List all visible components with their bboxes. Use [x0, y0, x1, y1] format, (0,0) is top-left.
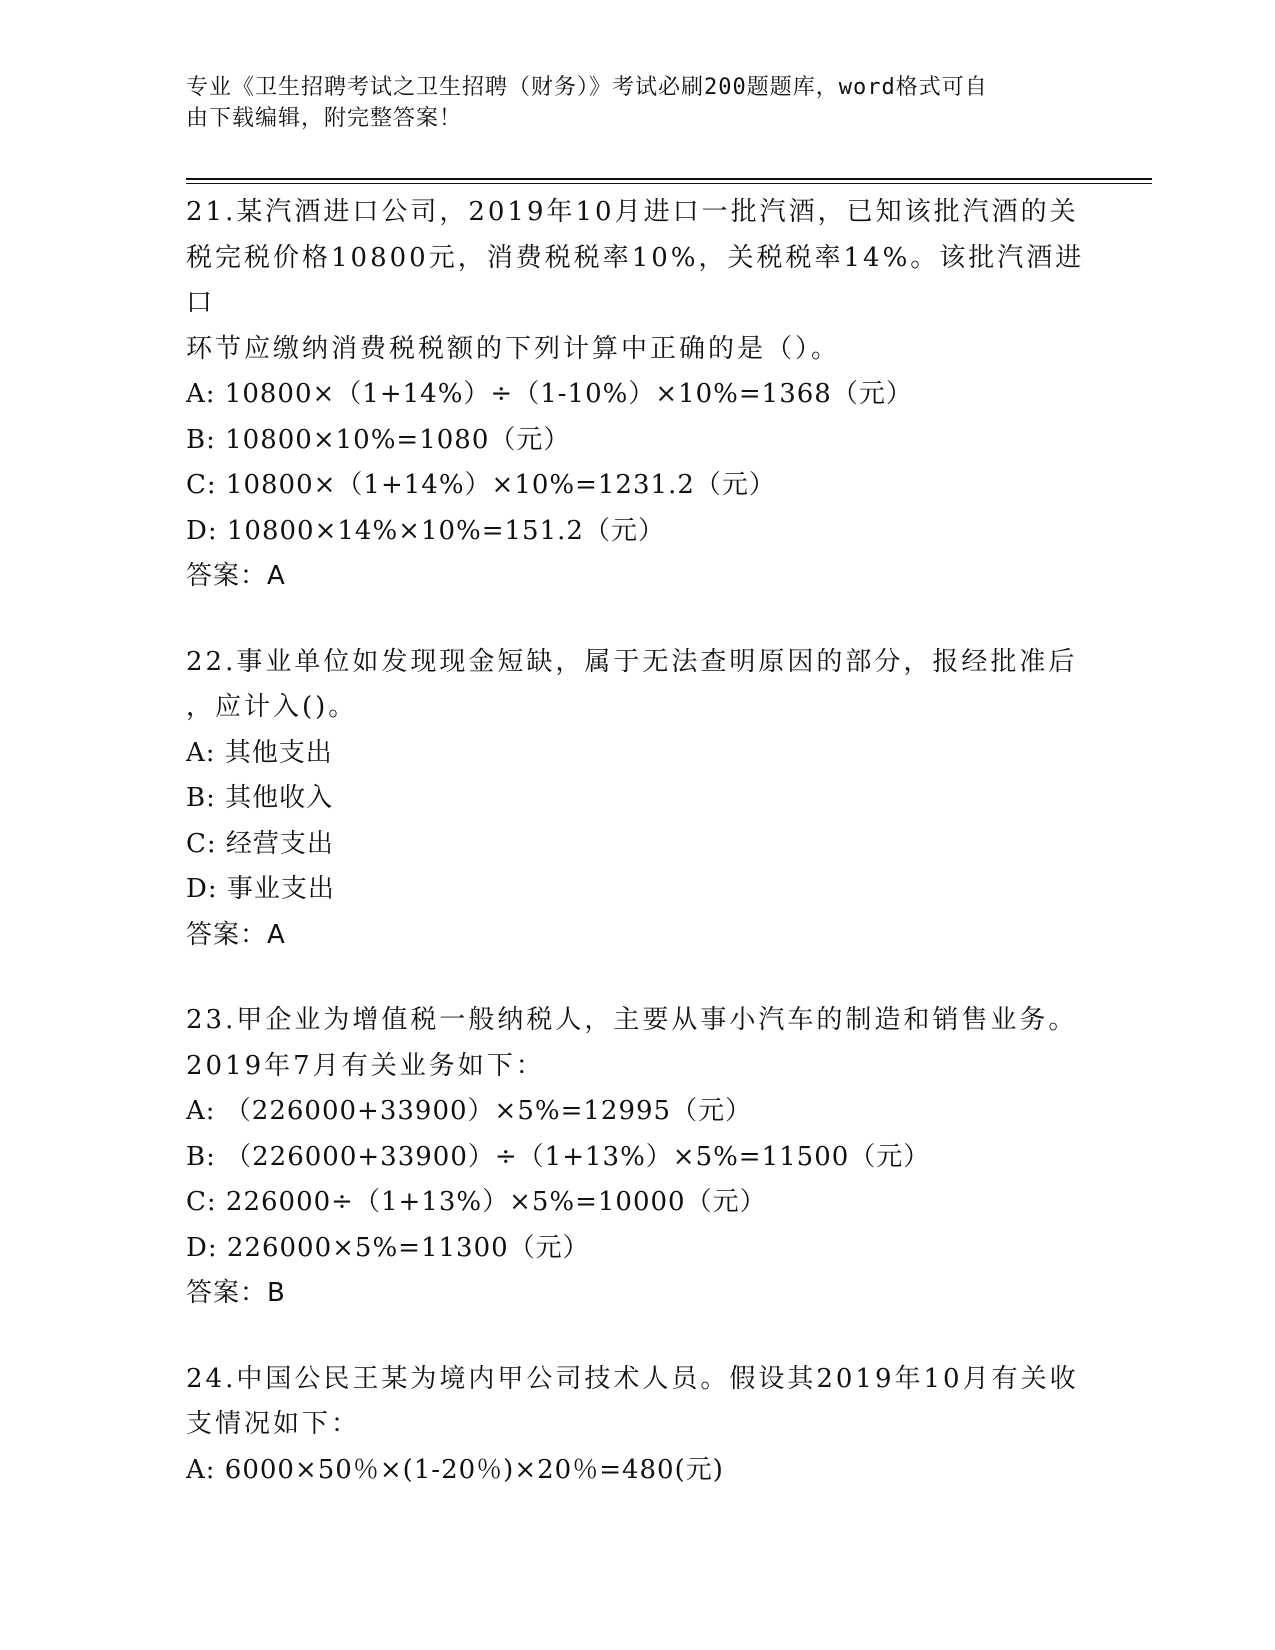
option-c: C: 10800×（1+14%）×10%=1231.2（元） — [186, 470, 776, 500]
option-b: B: 其他收入 — [186, 783, 334, 813]
option-a: A: （226000+33900）×5%=12995（元） — [186, 1096, 753, 1126]
option-a: A: 10800×（1+14%）÷（1-10%）×10%=1368（元） — [186, 379, 913, 409]
question-21 — [186, 190, 1086, 600]
question-22 — [186, 640, 1086, 959]
option-a: A: 6000×50％×(1-20％)×20％=480(元) — [186, 1454, 724, 1485]
document-header — [186, 72, 1066, 134]
question-text-line: 22.事业单位如发现现金短缺，属于无法查明原因的部分，报经批准后 — [186, 646, 1078, 677]
header-line-2: 由下载编辑，附完整答案！ — [186, 106, 463, 131]
option-b: B: （226000+33900）÷（1+13%）×5%=11500（元） — [186, 1141, 931, 1172]
question-text-line: 23.甲企业为增值税一般纳税人，主要从事小汽车的制造和销售业务。 — [186, 1005, 1078, 1035]
question-text-line: 24.中国公民王某为境内甲公司技术人员。假设其2019年10月有关收 — [186, 1363, 1079, 1394]
header-line-1: 专业《卫生招聘考试之卫生招聘（财务）》考试必刷200题题库，word格式可自 — [186, 75, 988, 100]
answer-line: 答案：A — [186, 561, 286, 591]
question-24 — [186, 1357, 1086, 1494]
question-text-line: 21.某汽酒进口公司，2019年10月进口一批汽酒，已知该批汽酒的关 — [186, 197, 1079, 227]
answer-line: 答案：B — [186, 1278, 286, 1308]
question-text-line: 2019年7月有关业务如下： — [186, 1050, 545, 1081]
question-text-line: 支情况如下： — [186, 1409, 361, 1439]
question-text-line: 环节应缴纳消费税税额的下列计算中正确的是（）。 — [186, 333, 841, 364]
header-divider — [186, 178, 1152, 184]
question-23 — [186, 998, 1086, 1317]
option-d: D: 10800×14%×10%=151.2（元） — [186, 515, 665, 546]
option-c: C: 经营支出 — [186, 828, 334, 859]
answer-line: 答案：A — [186, 919, 286, 950]
question-text-line: 税完税价格10800元，消费税税率10%，关税税率14%。该批汽酒进口 — [186, 242, 1085, 318]
option-d: D: 226000×5%=11300（元） — [186, 1232, 590, 1263]
question-text-line: ，应计入()。 — [186, 692, 358, 722]
option-a: A: 其他支出 — [186, 737, 333, 768]
option-c: C: 226000÷（1+13%）×5%=10000（元） — [186, 1187, 767, 1217]
question-list — [186, 190, 1086, 1533]
option-d: D: 事业支出 — [186, 874, 335, 904]
option-b: B: 10800×10%=1080（元） — [186, 424, 571, 455]
